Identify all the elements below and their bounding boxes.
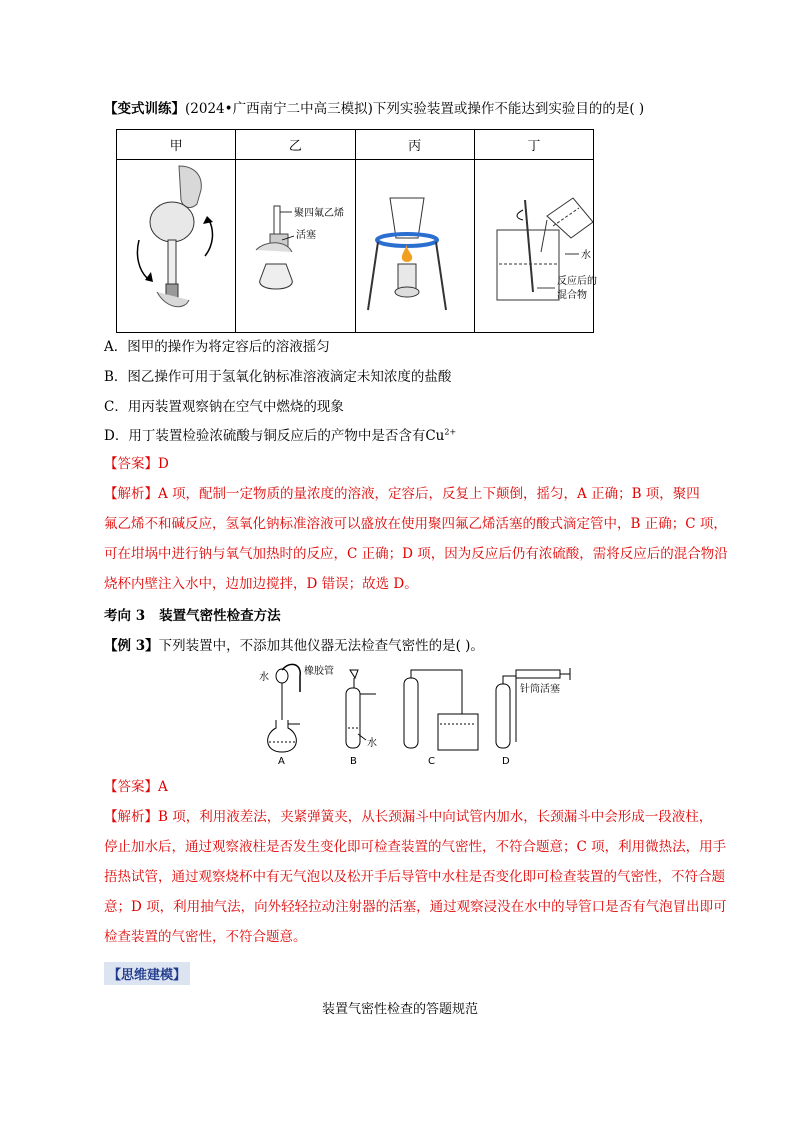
example-3 bbox=[104, 637, 484, 655]
answer-2-tag: 【答案】 bbox=[104, 779, 158, 795]
option-c: C．用丙装置观察钠在空气中燃烧的现象 bbox=[104, 399, 344, 415]
burette-titration-figure bbox=[236, 160, 354, 332]
question-tag: 【变式训练】 bbox=[104, 101, 185, 117]
analysis-2-line: 检查装置的气密性，不符合题意。 bbox=[104, 929, 307, 945]
letter-b: B bbox=[350, 756, 357, 766]
thinking-model-tag: 【思维建模】 bbox=[104, 962, 190, 985]
cell-ding bbox=[474, 160, 597, 333]
option-a: A．图甲的操作为将定容后的溶液摇匀 bbox=[104, 339, 330, 355]
analysis-2 bbox=[104, 802, 727, 952]
label-mixture-2: 混合物 bbox=[556, 290, 587, 301]
analysis-1-line: 【解析】A 项，配制一定物质的量浓度的溶液，定容后，反复上下颠倒，摇匀，A 正确；B 项，聚四 bbox=[104, 486, 700, 502]
label-mixture-1: 反应后的 bbox=[556, 276, 597, 287]
analysis-2-line: 停止加水后，通过观察液柱是否发生变化即可检查装置的气密性，不符合题意；C 项，利用微热法，用手 bbox=[104, 839, 727, 855]
apparatus-b bbox=[346, 670, 377, 766]
option-d-charge: 2+ bbox=[444, 427, 457, 437]
label-stopcock: 活塞 bbox=[296, 230, 317, 241]
apparatus-c bbox=[404, 670, 478, 766]
label-ptfe: 聚四氟乙烯 bbox=[294, 208, 345, 219]
section-label: 考向 3 bbox=[104, 608, 146, 624]
apparatus-d bbox=[496, 668, 570, 766]
option-d bbox=[104, 424, 456, 444]
example-3-tag: 【例 3】 bbox=[104, 638, 159, 654]
analysis-2-line: 捂热试管，通过观察烧杯中有无气泡以及松开手后导管中水柱是否变化即可检查装置的气密性，不符合题 bbox=[104, 869, 725, 885]
volumetric-flask-shaking-figure bbox=[117, 160, 235, 332]
label-rubber-tube: 橡胶管 bbox=[304, 666, 334, 677]
thinking-model-caption: 装置气密性检查的答题规范 bbox=[321, 1002, 478, 1017]
analysis-1-line: 可在坩埚中进行钠与氧气加热时的反应，C 正确；D 项，因为反应后仍有浓硫酸，需将反应后的混合物沿 bbox=[104, 546, 728, 562]
label-water: 水 bbox=[580, 250, 591, 261]
answer-1-tag: 【答案】 bbox=[104, 456, 158, 472]
section-heading bbox=[104, 607, 281, 625]
question-text: (2024•广西南宁二中高三模拟)下列实验装置或操作不能达到实验目的的是( ) bbox=[185, 101, 645, 117]
analysis-2-line: 意；D 项，利用抽气法，向外轻轻拉动注射器的活塞，通过观察浸没在水中的导管口是否有气泡冒出即可 bbox=[104, 899, 727, 915]
analysis-2-line: 【解析】B 项，利用液差法，夹紧弹簧夹，从长颈漏斗中向试管内加水，长颈漏斗中会形成一段液柱， bbox=[104, 809, 713, 825]
cell-yi bbox=[236, 160, 355, 333]
letter-a: A bbox=[278, 756, 285, 766]
answer-2-value: A bbox=[158, 779, 168, 795]
letter-d: D bbox=[502, 756, 510, 766]
analysis-1 bbox=[104, 479, 728, 599]
question-1 bbox=[104, 100, 644, 118]
apparatus-a bbox=[259, 664, 334, 766]
example-3-text: 下列装置中，不添加其他仪器无法检查气密性的是( )。 bbox=[158, 638, 484, 654]
option-d-ion: Cu bbox=[425, 428, 445, 444]
answer-1 bbox=[104, 455, 169, 473]
option-d-text: D．用丁装置检验浓硫酸与铜反应后的产物中是否含有 bbox=[104, 428, 426, 444]
cell-jia bbox=[117, 160, 236, 333]
label-water-b: 水 bbox=[367, 738, 377, 749]
airtightness-apparatus-figure bbox=[254, 662, 574, 766]
option-b: B．图乙操作可用于氢氧化钠标准溶液滴定未知浓度的盐酸 bbox=[104, 369, 452, 385]
section-title: 装置气密性检查方法 bbox=[159, 608, 281, 624]
header-ding: 丁 bbox=[474, 130, 593, 160]
header-bing: 丙 bbox=[355, 130, 474, 160]
label-syringe: 针筒活塞 bbox=[520, 684, 560, 695]
analysis-1-line: 烧杯内壁注入水中，边加边搅拌，D 错误；故选 D。 bbox=[104, 576, 418, 592]
dilution-pouring-figure bbox=[475, 160, 615, 332]
header-yi: 乙 bbox=[236, 130, 355, 160]
answer-1-value: D bbox=[158, 456, 169, 472]
analysis-1-line: 氟乙烯不和碱反应，氢氧化钠标准溶液可以盛放在使用聚四氟乙烯活塞的酸式滴定管中，B 正确；C 项， bbox=[104, 516, 727, 532]
answer-2 bbox=[104, 778, 168, 796]
header-jia: 甲 bbox=[117, 130, 236, 160]
experiment-table bbox=[116, 129, 597, 333]
cell-bing bbox=[355, 160, 474, 333]
crucible-heating-figure bbox=[356, 160, 458, 332]
label-water-a: 水 bbox=[259, 672, 269, 683]
letter-c: C bbox=[428, 756, 435, 766]
